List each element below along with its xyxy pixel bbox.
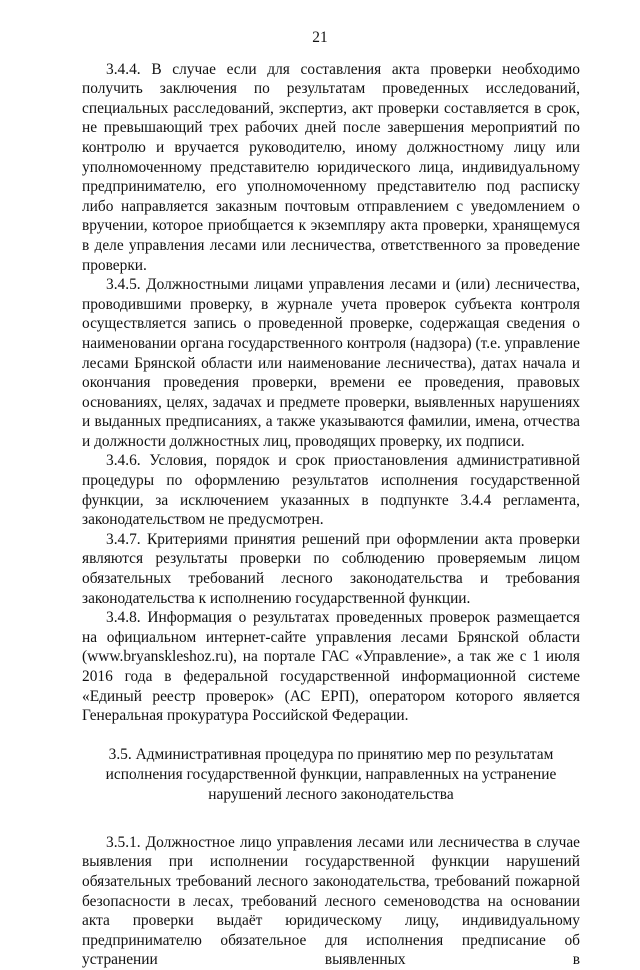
section-3-5-heading: 3.5. Административная процедура по принятию мер по результатам исполнения государственной функции, направленных на устранение нарушений лесного законодательства	[105, 745, 557, 803]
paragraph-3-4-6: 3.4.6. Условия, порядок и срок приостановления административной процедуры по оформлению результатов исполнения государственной функции, за исключением указанных в подпункте 3.4.4 регламента, законодательством не предусмотрен.	[82, 452, 580, 529]
paragraph-3-4-5: 3.4.5. Должностными лицами управления лесами и (или) лесничества, проводившими проверку, в журнале учета проверок субъекта контроля осуществляется запись о проведенной проверке, содержащая сведения о наименовании органа государственного контроля (надзора) (т.е. управление лесами Брянской области или наименование лесничества), датах начала и окончания проведения проверки, времени ее проведения, правовых основаниях, целях, задачах и предмете проверки, выявленных нарушениях и выданных предписаниях, а также указываются фамилии, имена, отчества и должности должностных лиц, проводящих проверку, их подписи.	[82, 276, 580, 450]
paragraph-3-4-4: 3.4.4. В случае если для составления акта проверки необходимо получить заключения по результатам проведенных исследований, специальных расследований, экспертиз, акт проверки составляется в срок, не превышающий трех рабочих дней после завершения мероприятий по контролю и вручается руководителю, иному должностному лицу или уполномоченному представителю юридического лица, индивидуальному предпринимателю, его уполномоченному представителю под расписку либо направляется заказным почтовым отправлением с уведомлением о вручении, которое приобщается к экземпляру акта проверки, хранящемуся в деле управления лесами или лесничества, ответственного за проведение проверки.	[82, 60, 580, 274]
paragraph-3-5-1: 3.5.1. Должностное лицо управления лесами или лесничества в случае выявления при исполнении государственной функции нарушений обязательных требований лесного законодательства, требований пожарной безопасности в лесах, требований лесного семеноводства на основании акта проверки выдаёт юридическому лицу, индивидуальному предпринимателю обязательное для исполнения предписание об устранении выявленных в	[82, 833, 580, 969]
paragraph-3-4-7: 3.4.7. Критериями принятия решений при оформлении акта проверки являются результаты проверки по соблюдению проверяемым лицом обязательных требований лесного законодательства и требования законодательства к исполнению государственной функции.	[82, 530, 580, 607]
page-number: 21	[312, 29, 328, 46]
paragraph-3-4-8: 3.4.8. Информация о результатах проведенных проверок размещается на официальном интернет-сайте управления лесами Брянской области (www.bryanskleshoz.ru), на портале ГАС «Управление», а так же с 1 июля 2016 года в федеральной государственной информационной системе «Единый реестр проверок» (АС ЕРП), оператором которого является Генеральная прокуратура Российской Федерации.	[82, 609, 580, 725]
